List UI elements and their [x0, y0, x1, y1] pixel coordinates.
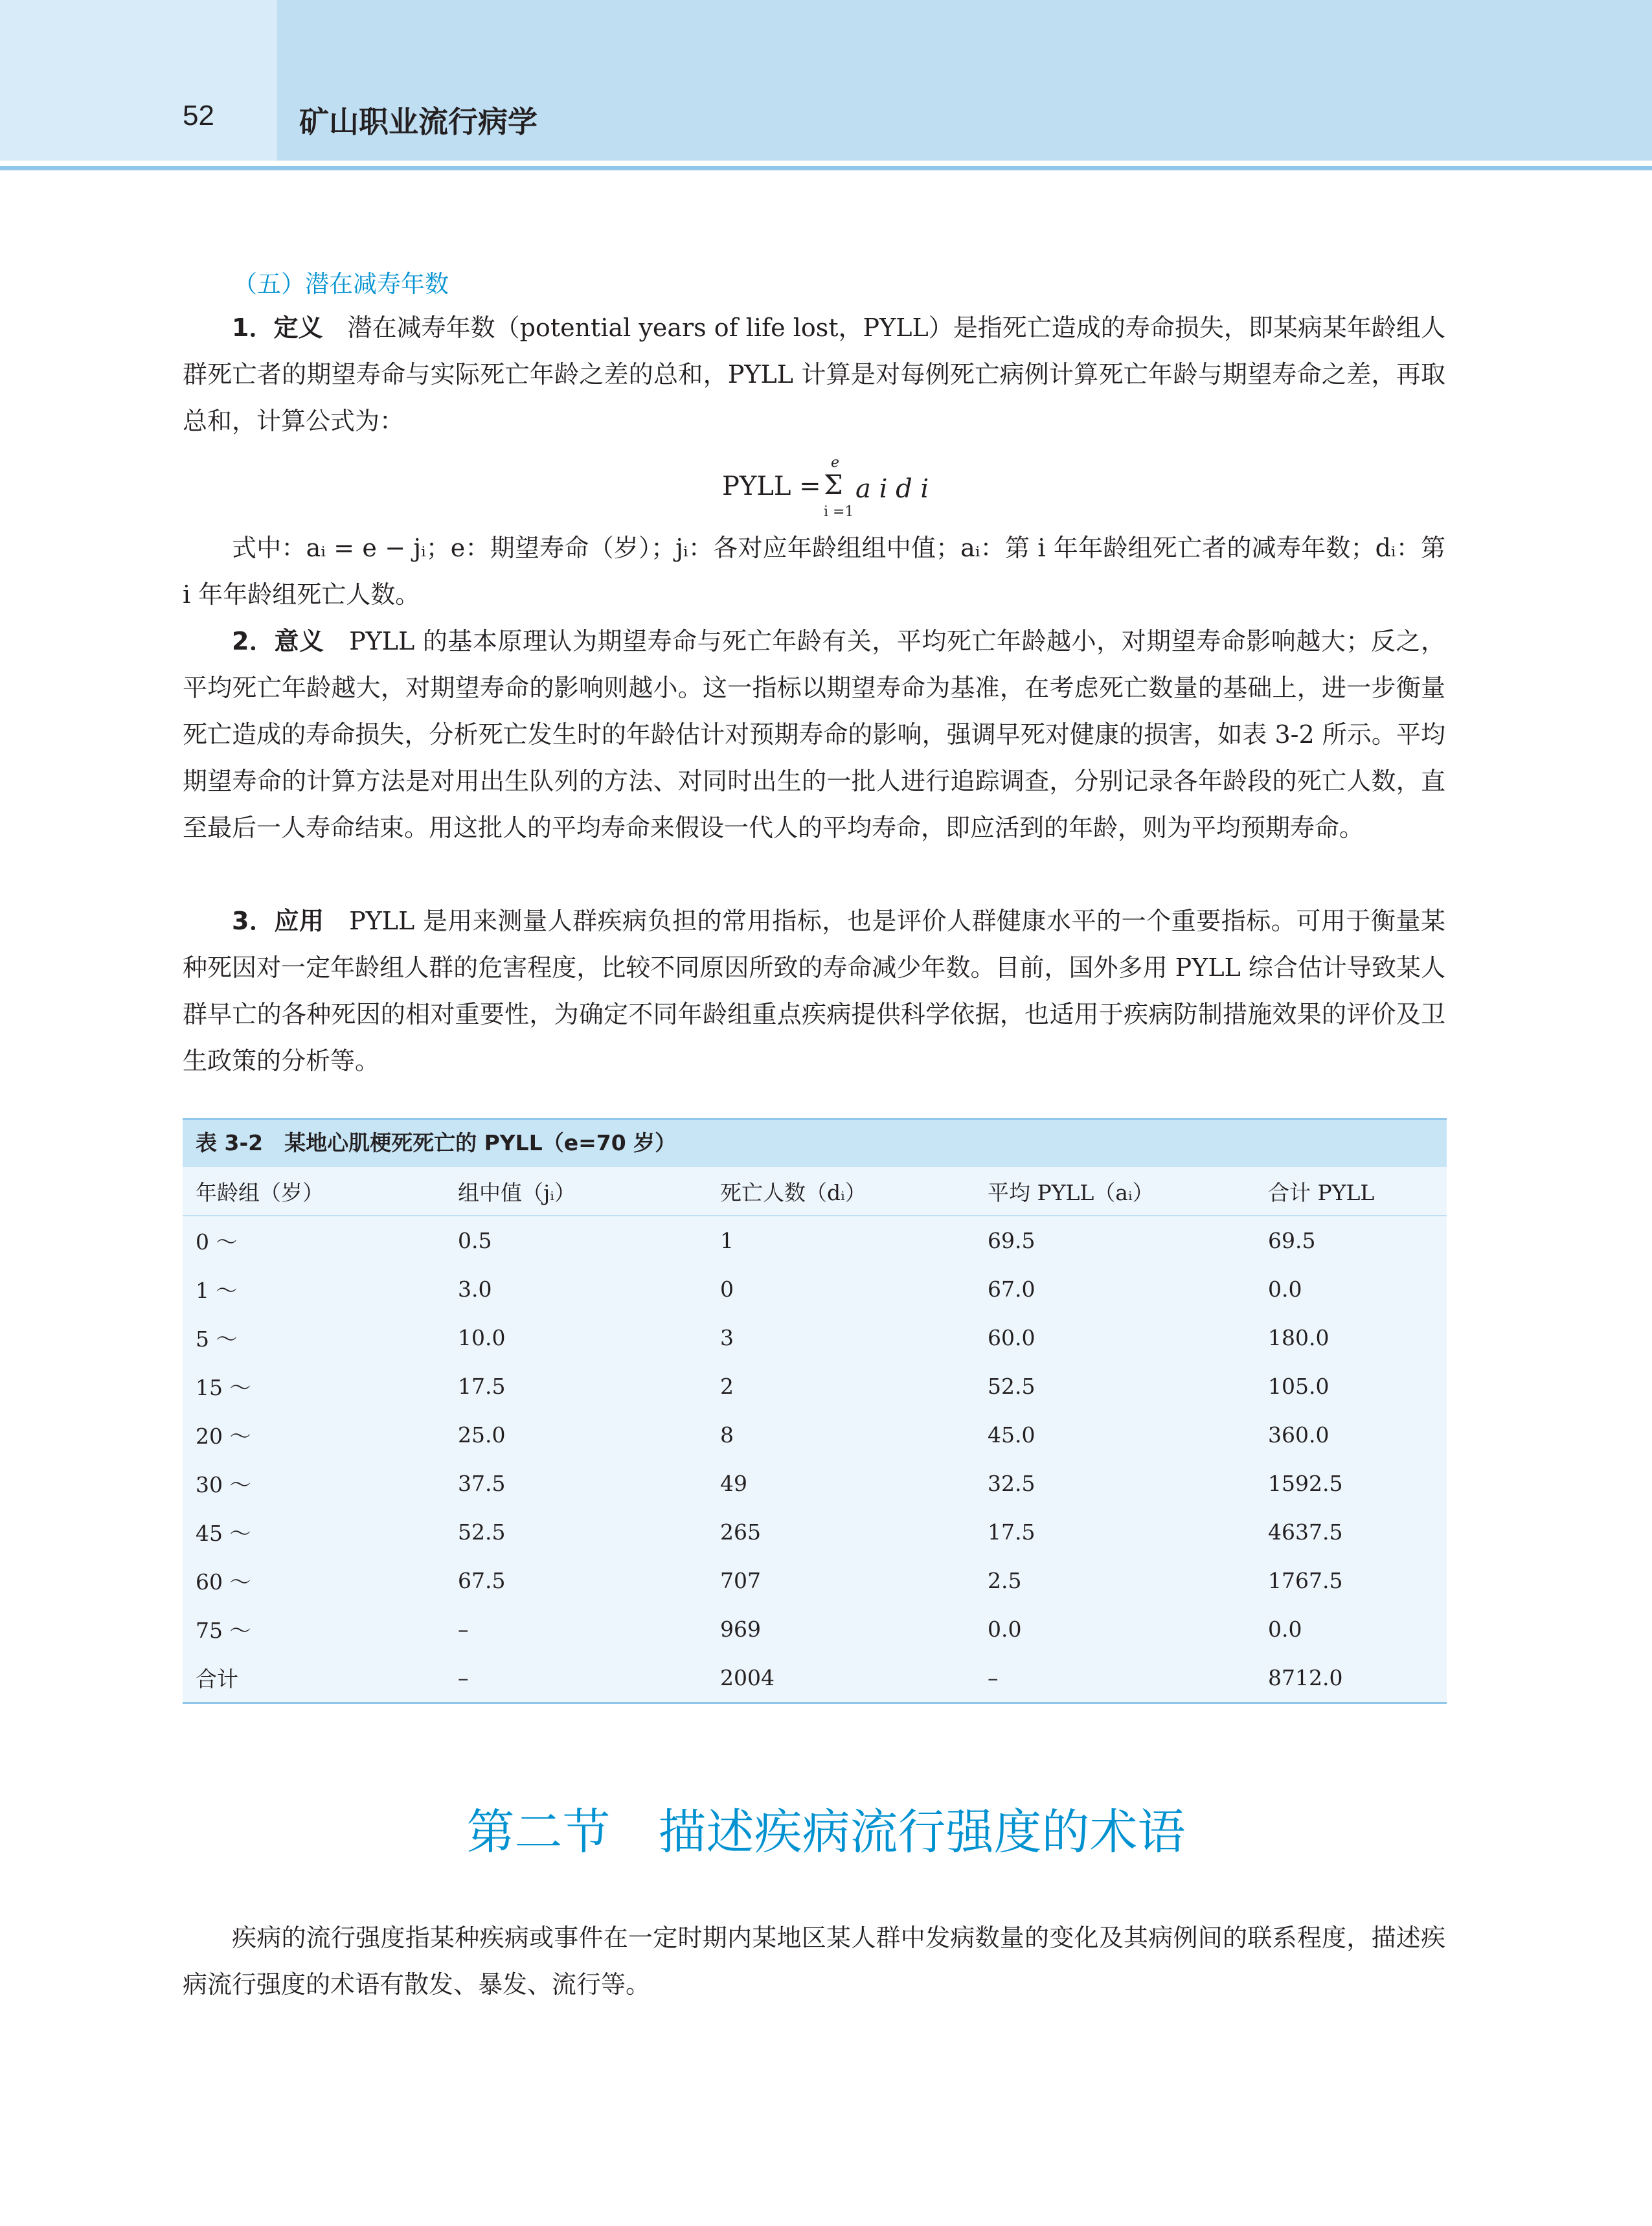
application-label: 3．应用: [232, 907, 324, 935]
cell-age-group: 15 ～: [196, 1375, 251, 1400]
col-header-age-group: 年龄组（岁）: [183, 1167, 445, 1216]
application-text: PYLL 是用来测量人群疾病负担的常用指标，也是评价人群健康水平的一个重要指标。可用于衡量某种死因对一定年龄组人群的危害程度，比较不同原因所致的寿命减少年数。目前，国外多用 PYLL 综合估计导致某人群早亡的各种死因的相对重要性，为确定不同年龄组重点疾病提供科学依据，也适用于疾病防制措施效果的评价及卫生政策的分析等。: [183, 907, 1445, 1075]
meaning-label: 2．意义: [232, 627, 324, 655]
cell-total-pyll: 360.0: [1268, 1422, 1330, 1448]
cell-total-pyll: 1592.5: [1268, 1471, 1343, 1496]
formula-upper-limit: e: [831, 455, 840, 471]
col-header-midpoint: 组中值（jᵢ）: [445, 1167, 707, 1216]
cell-age-group: 30 ～: [196, 1472, 251, 1497]
cell-midpoint: –: [458, 1617, 469, 1642]
table-row: [183, 1362, 1447, 1411]
meaning-text: PYLL 的基本原理认为期望寿命与死亡年龄有关，平均死亡年龄越小，对期望寿命影响越大；反之，平均死亡年龄越大，对期望寿命的影响则越小。这一指标以期望寿命为基准，在考虑死亡数量的基础上，进一步衡量死亡造成的寿命损失，分析死亡发生时的年龄估计对预期寿命的影响，强调早死对健康的损害，如表 3-2 所示。平均期望寿命的计算方法是对用出生队列的方法、对同时出生的一批人进行追踪调查，分别记录各年龄段的死亡人数，直至最后一人寿命结束。用这批人的平均寿命来假设一代人的平均寿命，即应活到的年龄，则为平均预期寿命。: [183, 627, 1445, 842]
sigma-symbol: Σ: [824, 469, 843, 501]
col-header-deaths: 死亡人数（dᵢ）: [707, 1167, 975, 1216]
cell-age-group: 1 ～: [196, 1278, 238, 1303]
cell-deaths: 265: [720, 1519, 761, 1545]
cell-age-group: 60 ～: [196, 1569, 251, 1595]
cell-total-pyll: 105.0: [1268, 1374, 1330, 1399]
paragraph-definition: [183, 304, 1445, 444]
definition-text: 潜在减寿年数（potential years of life lost，PYLL）是指死亡造成的寿命损失，即某病某年龄组人群死亡者的期望寿命与实际死亡年龄之差的总和，PYLL 计算是对每例死亡病例计算死亡年龄与期望寿命之差，再取总和，计算公式为：: [183, 313, 1445, 435]
formula-lhs: PYLL =: [722, 471, 821, 501]
book-title: 矿山职业流行病学: [299, 104, 537, 139]
paragraph-where: 式中：aᵢ = e − jᵢ；e：期望寿命（岁）；jᵢ：各对应年龄组组中值；aᵢ：第 i 年年龄组死亡者的减寿年数；dᵢ：第 i 年年龄组死亡人数。: [183, 534, 1445, 609]
cell-age-group: 45 ～: [196, 1521, 251, 1546]
table-row: [183, 1216, 1447, 1265]
cell-avg-pyll: 2.5: [988, 1568, 1022, 1593]
cell-midpoint: 10.0: [458, 1325, 506, 1350]
cell-total-pyll: 1767.5: [1268, 1568, 1343, 1593]
col-header-avg-pyll: 平均 PYLL（aᵢ）: [975, 1167, 1255, 1216]
cell-midpoint: 37.5: [458, 1471, 506, 1496]
cell-midpoint: –: [458, 1665, 469, 1690]
table-row: [183, 1556, 1447, 1605]
cell-avg-pyll: –: [988, 1665, 999, 1690]
formula-rhs: a i d i: [855, 474, 929, 504]
cell-avg-pyll: 67.0: [988, 1277, 1035, 1302]
cell-deaths: 0: [720, 1277, 734, 1302]
cell-midpoint: 25.0: [458, 1422, 506, 1448]
cell-midpoint: 52.5: [458, 1519, 506, 1545]
table-row: [183, 1313, 1447, 1362]
header-rule: [0, 166, 1652, 170]
cell-midpoint: 17.5: [458, 1374, 506, 1399]
page-number: 52: [183, 100, 214, 131]
cell-midpoint: 0.5: [458, 1228, 492, 1253]
cell-avg-pyll: 0.0: [988, 1617, 1022, 1642]
cell-total-pyll: 0.0: [1268, 1617, 1302, 1642]
header-band-left: [0, 0, 277, 161]
paragraph-application: [183, 898, 1445, 1084]
section-title: 第二节 描述疾病流行强度的术语: [466, 1804, 1186, 1860]
cell-total-pyll: 69.5: [1268, 1228, 1316, 1253]
cell-age-group: 5 ～: [196, 1326, 238, 1352]
table-header-row: [183, 1167, 1447, 1216]
cell-total-pyll: 180.0: [1268, 1325, 1330, 1350]
cell-midpoint: 3.0: [458, 1277, 492, 1302]
table-caption: 表 3-2 某地心肌梗死死亡的 PYLL（e=70 岁）: [183, 1118, 1447, 1167]
cell-total-pyll: 4637.5: [1268, 1519, 1343, 1545]
cell-avg-pyll: 45.0: [988, 1422, 1035, 1448]
paragraph-intensity-intro: 疾病的流行强度指某种疾病或事件在一定时期内某地区某人群中发病数量的变化及其病例间的联系程度，描述疾病流行强度的术语有散发、暴发、流行等。: [183, 1924, 1445, 1999]
cell-age-group: 20 ～: [196, 1424, 251, 1449]
table-row: [183, 1411, 1447, 1459]
paragraph-meaning: [183, 618, 1445, 851]
table-row-total: [183, 1653, 1447, 1703]
cell-deaths: 707: [720, 1568, 761, 1593]
table-row: [183, 1459, 1447, 1508]
definition-label: 1．定义: [232, 313, 323, 342]
cell-deaths: 1: [720, 1228, 734, 1253]
cell-total-pyll: 8712.0: [1268, 1665, 1343, 1690]
cell-total-pyll: 0.0: [1268, 1277, 1302, 1302]
cell-age-group: 0 ～: [196, 1229, 238, 1255]
table-body: [183, 1167, 1447, 1704]
cell-midpoint: 67.5: [458, 1568, 506, 1593]
cell-deaths: 2: [720, 1374, 734, 1399]
cell-avg-pyll: 52.5: [988, 1374, 1035, 1399]
cell-age-group: 合计: [196, 1666, 238, 1692]
cell-avg-pyll: 69.5: [988, 1228, 1035, 1253]
cell-deaths: 8: [720, 1422, 734, 1448]
cell-deaths: 969: [720, 1617, 761, 1642]
cell-avg-pyll: 32.5: [988, 1471, 1035, 1496]
formula-lower-limit: i =1: [824, 504, 854, 520]
cell-deaths: 2004: [720, 1665, 775, 1690]
subsection-heading: （五）潜在减寿年数: [233, 270, 449, 298]
pyll-table: [183, 1118, 1447, 1704]
cell-age-group: 75 ～: [196, 1618, 251, 1643]
cell-deaths: 3: [720, 1325, 734, 1350]
cell-avg-pyll: 60.0: [988, 1325, 1035, 1350]
table-row: [183, 1605, 1447, 1653]
pyll-formula: [722, 455, 981, 531]
col-header-total-pyll: 合计 PYLL: [1255, 1167, 1447, 1216]
table-row: [183, 1265, 1447, 1313]
table-row: [183, 1508, 1447, 1556]
cell-deaths: 49: [720, 1471, 747, 1496]
cell-avg-pyll: 17.5: [988, 1519, 1035, 1545]
